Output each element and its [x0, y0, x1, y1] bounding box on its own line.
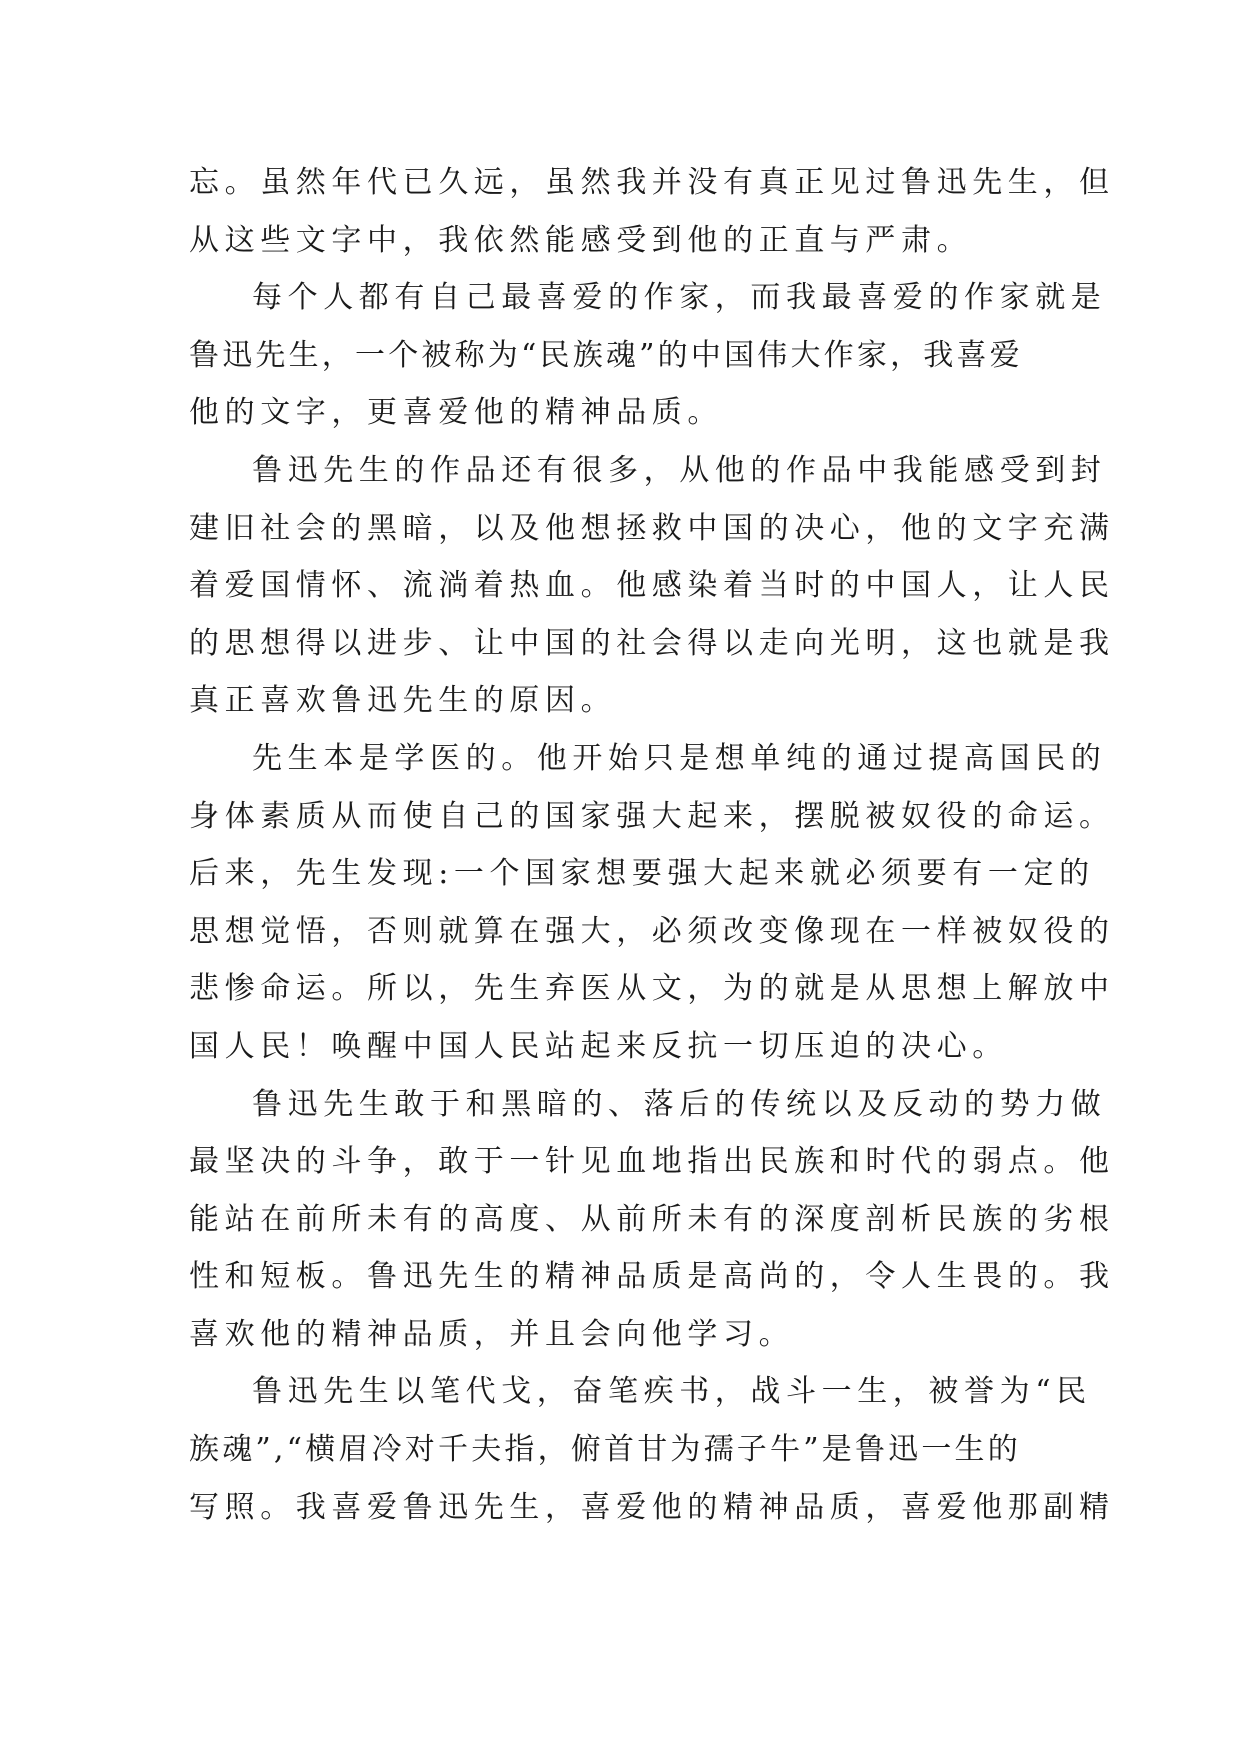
paragraph-first-line: 鲁迅先生敢于和黑暗的、落后的传统以及反动的势力做 [252, 1086, 1107, 1122]
text-line: 国人民！唤醒中国人民站起来反抗一切压迫的决心。 [189, 1028, 1008, 1064]
text-line: 真正喜欢鲁迅先生的原因。 [189, 683, 617, 719]
text-line: 族魂”,“横眉冷对千夫指，俯首甘为孺子牛”是鲁迅一生的 [189, 1432, 1021, 1468]
text-line: 从这些文字中，我依然能感受到他的正直与严肃。 [189, 222, 973, 258]
text-line: 喜欢他的精神品质，并且会向他学习。 [189, 1316, 795, 1352]
body-text [189, 154, 1115, 1536]
text-line: 忘。虽然年代已久远，虽然我并没有真正见过鲁迅先生，但 [189, 165, 1115, 200]
text-line: 他的文字，更喜爱他的精神品质。 [189, 395, 723, 431]
text-line: 身体素质从而使自己的国家强大起来，摆脱被奴役的命运。 [189, 798, 1115, 834]
text-line: 的思想得以进步、让中国的社会得以走向光明，这也就是我 [189, 625, 1115, 661]
text-line: 鲁迅先生，一个被称为“民族魂”的中国伟大作家，我喜爱 [189, 337, 1023, 373]
paragraph-first-line: 鲁迅先生的作品还有很多，从他的作品中我能感受到封 [252, 452, 1107, 488]
text-line: 后来，先生发现:一个国家想要强大起来就必须要有一定的 [189, 856, 1095, 892]
text-line: 思想觉悟，否则就算在强大，必须改变像现在一样被奴役的 [189, 913, 1115, 949]
text-line: 悲惨命运。所以，先生弃医从文，为的就是从思想上解放中 [189, 971, 1115, 1007]
paragraph-first-line: 每个人都有自己最喜爱的作家，而我最喜爱的作家就是 [252, 280, 1107, 316]
text-line: 能站在前所未有的高度、从前所未有的深度剖析民族的劣根 [189, 1201, 1115, 1237]
text-line: 性和短板。鲁迅先生的精神品质是高尚的，令人生畏的。我 [189, 1259, 1115, 1295]
text-line: 建旧社会的黑暗，以及他想拯救中国的决心，他的文字充满 [189, 510, 1115, 546]
paragraph-first-line: 鲁迅先生以笔代戈，奋笔疾书，战斗一生，被誉为“民 [252, 1374, 1092, 1410]
paragraph-first-line: 先生本是学医的。他开始只是想单纯的通过提高国民的 [252, 740, 1107, 776]
text-line: 最坚决的斗争，敢于一针见血地指出民族和时代的弱点。他 [189, 1144, 1115, 1180]
text-line: 着爱国情怀、流淌着热血。他感染着当时的中国人，让人民 [189, 568, 1115, 604]
text-line: 写照。我喜爱鲁迅先生，喜爱他的精神品质，喜爱他那副精 [189, 1489, 1115, 1525]
